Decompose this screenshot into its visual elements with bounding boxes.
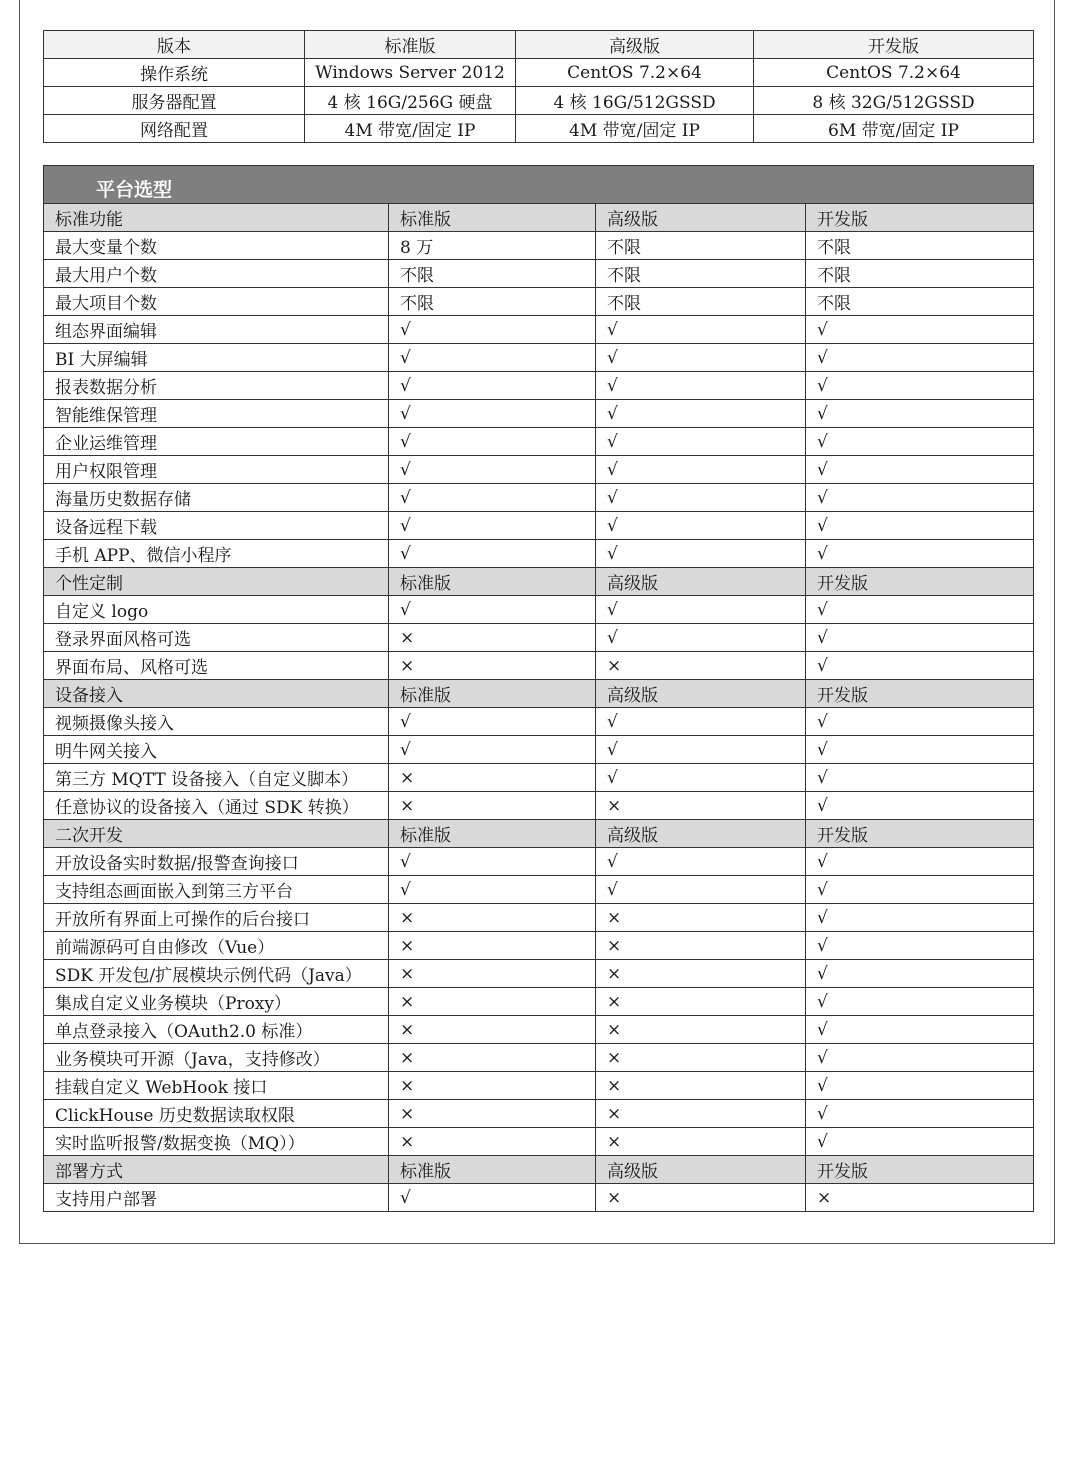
row-label-cell: 服务器配置 bbox=[44, 87, 305, 115]
value-cell: 8 万 bbox=[389, 232, 596, 260]
value-cell: 8 核 32G/512GSSD bbox=[754, 87, 1034, 115]
table-row bbox=[44, 792, 1034, 820]
value-cell: 开发版 bbox=[754, 31, 1034, 59]
value-cell: √ bbox=[806, 484, 1034, 512]
value-cell: 不限 bbox=[389, 260, 596, 288]
value-cell: √ bbox=[389, 512, 596, 540]
value-cell: × bbox=[596, 988, 806, 1016]
value-cell: √ bbox=[806, 456, 1034, 484]
value-cell: 高级版 bbox=[596, 820, 806, 848]
table-row bbox=[44, 59, 1034, 87]
row-label-cell: 明牛网关接入 bbox=[44, 736, 389, 764]
row-label-cell: 支持用户部署 bbox=[44, 1184, 389, 1212]
row-label-cell: 部署方式 bbox=[44, 1156, 389, 1184]
value-cell: 标准版 bbox=[389, 820, 596, 848]
value-cell: 不限 bbox=[806, 260, 1034, 288]
value-cell: √ bbox=[389, 344, 596, 372]
value-cell: √ bbox=[596, 400, 806, 428]
value-cell: √ bbox=[806, 848, 1034, 876]
table-row bbox=[44, 1044, 1034, 1072]
row-label-cell: 海量历史数据存储 bbox=[44, 484, 389, 512]
value-cell: × bbox=[389, 764, 596, 792]
row-label-cell: 第三方 MQTT 设备接入（自定义脚本） bbox=[44, 764, 389, 792]
value-cell: √ bbox=[389, 596, 596, 624]
value-cell: × bbox=[596, 1072, 806, 1100]
row-label-cell: 智能维保管理 bbox=[44, 400, 389, 428]
row-label-cell: ClickHouse 历史数据读取权限 bbox=[44, 1100, 389, 1128]
value-cell: √ bbox=[806, 960, 1034, 988]
value-cell: 开发版 bbox=[806, 1156, 1034, 1184]
value-cell: × bbox=[596, 1184, 806, 1212]
value-cell: × bbox=[389, 1044, 596, 1072]
value-cell: Windows Server 2012 bbox=[305, 59, 516, 87]
table-row bbox=[44, 988, 1034, 1016]
value-cell: √ bbox=[596, 736, 806, 764]
value-cell: √ bbox=[596, 372, 806, 400]
section-header-row bbox=[44, 204, 1034, 232]
value-cell: √ bbox=[596, 876, 806, 904]
value-cell: √ bbox=[806, 372, 1034, 400]
table-row bbox=[44, 1100, 1034, 1128]
value-cell: 高级版 bbox=[596, 568, 806, 596]
table-title-row bbox=[44, 166, 1034, 204]
value-cell: √ bbox=[596, 456, 806, 484]
row-label-cell: SDK 开发包/扩展模块示例代码（Java） bbox=[44, 960, 389, 988]
row-label-cell: 用户权限管理 bbox=[44, 456, 389, 484]
value-cell: √ bbox=[389, 708, 596, 736]
value-cell: √ bbox=[389, 316, 596, 344]
value-cell: 开发版 bbox=[806, 568, 1034, 596]
value-cell: 开发版 bbox=[806, 820, 1034, 848]
value-cell: 高级版 bbox=[596, 204, 806, 232]
section-header-row bbox=[44, 820, 1034, 848]
value-cell: √ bbox=[389, 848, 596, 876]
value-cell: √ bbox=[596, 316, 806, 344]
value-cell: × bbox=[389, 1072, 596, 1100]
table-row bbox=[44, 764, 1034, 792]
value-cell: × bbox=[596, 960, 806, 988]
value-cell: 开发版 bbox=[806, 680, 1034, 708]
value-cell: √ bbox=[806, 652, 1034, 680]
value-cell: √ bbox=[389, 876, 596, 904]
value-cell: √ bbox=[806, 344, 1034, 372]
value-cell: √ bbox=[806, 736, 1034, 764]
value-cell: √ bbox=[806, 764, 1034, 792]
value-cell: 标准版 bbox=[389, 680, 596, 708]
table-row bbox=[44, 540, 1034, 568]
value-cell: 标准版 bbox=[389, 568, 596, 596]
row-label-cell: 最大变量个数 bbox=[44, 232, 389, 260]
row-label-cell: 个性定制 bbox=[44, 568, 389, 596]
value-cell: √ bbox=[389, 428, 596, 456]
value-cell: 标准版 bbox=[389, 1156, 596, 1184]
table-row bbox=[44, 316, 1034, 344]
table-row bbox=[44, 456, 1034, 484]
table-row bbox=[44, 848, 1034, 876]
row-label-cell: 二次开发 bbox=[44, 820, 389, 848]
table-row bbox=[44, 232, 1034, 260]
value-cell: √ bbox=[596, 484, 806, 512]
value-cell: √ bbox=[596, 624, 806, 652]
row-label-cell: 视频摄像头接入 bbox=[44, 708, 389, 736]
row-label-cell: 标准功能 bbox=[44, 204, 389, 232]
value-cell: √ bbox=[389, 456, 596, 484]
value-cell: 不限 bbox=[806, 288, 1034, 316]
value-cell: 高级版 bbox=[596, 680, 806, 708]
value-cell: √ bbox=[806, 400, 1034, 428]
row-label-cell: 最大项目个数 bbox=[44, 288, 389, 316]
value-cell: × bbox=[389, 1128, 596, 1156]
row-label-cell: 任意协议的设备接入（通过 SDK 转换） bbox=[44, 792, 389, 820]
value-cell: √ bbox=[806, 932, 1034, 960]
table-row bbox=[44, 400, 1034, 428]
table-row bbox=[44, 344, 1034, 372]
value-cell: √ bbox=[596, 708, 806, 736]
table-row bbox=[44, 596, 1034, 624]
table-row bbox=[44, 288, 1034, 316]
row-label-cell: 挂载自定义 WebHook 接口 bbox=[44, 1072, 389, 1100]
value-cell: × bbox=[389, 1016, 596, 1044]
value-cell: 4M 带宽/固定 IP bbox=[305, 115, 516, 143]
value-cell: √ bbox=[389, 484, 596, 512]
value-cell: × bbox=[596, 1044, 806, 1072]
table-row bbox=[44, 624, 1034, 652]
table-row bbox=[44, 484, 1034, 512]
table-row bbox=[44, 652, 1034, 680]
value-cell: √ bbox=[806, 596, 1034, 624]
value-cell: 不限 bbox=[596, 288, 806, 316]
table-row bbox=[44, 87, 1034, 115]
value-cell: CentOS 7.2×64 bbox=[516, 59, 754, 87]
table-title: 平台选型 bbox=[44, 166, 1034, 204]
value-cell: CentOS 7.2×64 bbox=[754, 59, 1034, 87]
row-label-cell: 开放设备实时数据/报警查询接口 bbox=[44, 848, 389, 876]
row-label-cell: 实时监听报警/数据变换（MQ）） bbox=[44, 1128, 389, 1156]
section-header-row bbox=[44, 568, 1034, 596]
table-row bbox=[44, 708, 1034, 736]
table-row bbox=[44, 932, 1034, 960]
spec-header-row bbox=[44, 31, 1034, 59]
value-cell: √ bbox=[806, 1128, 1034, 1156]
row-label-cell: 操作系统 bbox=[44, 59, 305, 87]
value-cell: × bbox=[389, 988, 596, 1016]
table-row bbox=[44, 876, 1034, 904]
value-cell: 4 核 16G/256G 硬盘 bbox=[305, 87, 516, 115]
value-cell: √ bbox=[596, 540, 806, 568]
value-cell: × bbox=[596, 932, 806, 960]
row-label-cell: 设备远程下载 bbox=[44, 512, 389, 540]
value-cell: √ bbox=[806, 624, 1034, 652]
value-cell: √ bbox=[806, 512, 1034, 540]
table-row bbox=[44, 1128, 1034, 1156]
row-label-cell: 手机 APP、微信小程序 bbox=[44, 540, 389, 568]
table-row bbox=[44, 428, 1034, 456]
row-label-cell: 集成自定义业务模块（Proxy） bbox=[44, 988, 389, 1016]
value-cell: √ bbox=[596, 428, 806, 456]
value-cell: √ bbox=[806, 540, 1034, 568]
value-cell: 不限 bbox=[596, 260, 806, 288]
value-cell: √ bbox=[596, 344, 806, 372]
row-label-cell: 组态界面编辑 bbox=[44, 316, 389, 344]
row-label-cell: 网络配置 bbox=[44, 115, 305, 143]
value-cell: × bbox=[596, 652, 806, 680]
value-cell: √ bbox=[389, 1184, 596, 1212]
row-label-cell: 版本 bbox=[44, 31, 305, 59]
value-cell: 不限 bbox=[806, 232, 1034, 260]
row-label-cell: 自定义 logo bbox=[44, 596, 389, 624]
value-cell: √ bbox=[806, 904, 1034, 932]
value-cell: √ bbox=[806, 1072, 1034, 1100]
row-label-cell: 报表数据分析 bbox=[44, 372, 389, 400]
value-cell: √ bbox=[596, 596, 806, 624]
value-cell: × bbox=[389, 932, 596, 960]
value-cell: √ bbox=[806, 988, 1034, 1016]
row-label-cell: 最大用户个数 bbox=[44, 260, 389, 288]
value-cell: √ bbox=[806, 792, 1034, 820]
value-cell: 高级版 bbox=[596, 1156, 806, 1184]
value-cell: √ bbox=[806, 876, 1034, 904]
value-cell: × bbox=[596, 1128, 806, 1156]
value-cell: × bbox=[806, 1184, 1034, 1212]
table-row bbox=[44, 904, 1034, 932]
table-row bbox=[44, 736, 1034, 764]
table-row bbox=[44, 372, 1034, 400]
value-cell: √ bbox=[389, 372, 596, 400]
value-cell: × bbox=[389, 652, 596, 680]
row-label-cell: 界面布局、风格可选 bbox=[44, 652, 389, 680]
row-label-cell: 前端源码可自由修改（Vue） bbox=[44, 932, 389, 960]
row-label-cell: 设备接入 bbox=[44, 680, 389, 708]
section-header-row bbox=[44, 680, 1034, 708]
section-header-row bbox=[44, 1156, 1034, 1184]
row-label-cell: 单点登录接入（OAuth2.0 标准） bbox=[44, 1016, 389, 1044]
value-cell: × bbox=[596, 904, 806, 932]
value-cell: √ bbox=[806, 1100, 1034, 1128]
value-cell: 不限 bbox=[389, 288, 596, 316]
value-cell: √ bbox=[806, 708, 1034, 736]
value-cell: × bbox=[596, 792, 806, 820]
table-row bbox=[44, 260, 1034, 288]
value-cell: × bbox=[596, 1100, 806, 1128]
value-cell: 标准版 bbox=[305, 31, 516, 59]
value-cell: √ bbox=[389, 736, 596, 764]
row-label-cell: 业务模块可开源（Java，支持修改） bbox=[44, 1044, 389, 1072]
value-cell: 标准版 bbox=[389, 204, 596, 232]
value-cell: √ bbox=[806, 428, 1034, 456]
value-cell: × bbox=[389, 624, 596, 652]
value-cell: √ bbox=[596, 512, 806, 540]
table-row bbox=[44, 1016, 1034, 1044]
value-cell: × bbox=[389, 792, 596, 820]
value-cell: × bbox=[389, 960, 596, 988]
value-cell: 高级版 bbox=[516, 31, 754, 59]
table-row bbox=[44, 512, 1034, 540]
table-row bbox=[44, 1184, 1034, 1212]
value-cell: 4 核 16G/512GSSD bbox=[516, 87, 754, 115]
value-cell: √ bbox=[596, 848, 806, 876]
platform-selection-table bbox=[43, 165, 1034, 1212]
server-spec-table bbox=[43, 30, 1034, 143]
value-cell: √ bbox=[806, 1016, 1034, 1044]
value-cell: 不限 bbox=[596, 232, 806, 260]
row-label-cell: 支持组态画面嵌入到第三方平台 bbox=[44, 876, 389, 904]
value-cell: × bbox=[389, 904, 596, 932]
value-cell: 开发版 bbox=[806, 204, 1034, 232]
value-cell: × bbox=[596, 1016, 806, 1044]
value-cell: × bbox=[389, 1100, 596, 1128]
value-cell: √ bbox=[389, 400, 596, 428]
table-row bbox=[44, 115, 1034, 143]
value-cell: 6M 带宽/固定 IP bbox=[754, 115, 1034, 143]
value-cell: √ bbox=[389, 540, 596, 568]
row-label-cell: BI 大屏编辑 bbox=[44, 344, 389, 372]
value-cell: √ bbox=[596, 764, 806, 792]
row-label-cell: 开放所有界面上可操作的后台接口 bbox=[44, 904, 389, 932]
table-row bbox=[44, 1072, 1034, 1100]
table-row bbox=[44, 960, 1034, 988]
value-cell: √ bbox=[806, 1044, 1034, 1072]
value-cell: 4M 带宽/固定 IP bbox=[516, 115, 754, 143]
value-cell: √ bbox=[806, 316, 1034, 344]
row-label-cell: 登录界面风格可选 bbox=[44, 624, 389, 652]
row-label-cell: 企业运维管理 bbox=[44, 428, 389, 456]
